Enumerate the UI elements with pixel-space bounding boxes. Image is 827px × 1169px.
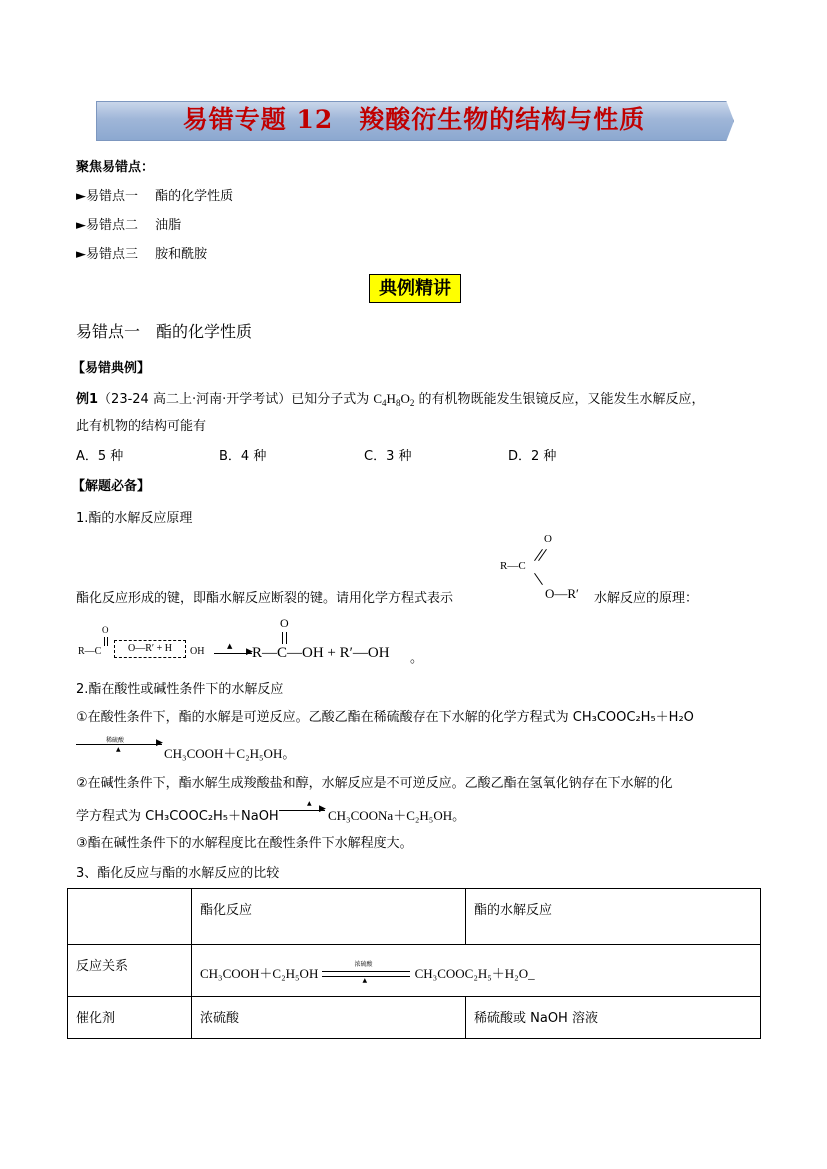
eq-left-double-bond [104, 637, 105, 646]
eq-right: R—C—OH + R′—OH [252, 645, 390, 661]
struct-o-r: O—R′ [545, 586, 579, 601]
struct-oxygen-top: O [544, 533, 552, 545]
formula: $C_4H_8O_2$ [373, 391, 415, 408]
base-product: CH₃COONa＋C₂H₅OH。 [328, 808, 466, 823]
eq-condition: ▲ [227, 642, 233, 650]
eq-end: 。 [410, 651, 424, 666]
option-b: B．4 种 [219, 449, 267, 464]
relation-cell [192, 945, 761, 997]
relation-left: CH₃COOH＋C₂H₅OH [200, 966, 319, 981]
relation-right: CH₃COOC₂H₅＋H₂O_ [414, 966, 535, 981]
reversible-arrow [322, 960, 410, 984]
focus-item: ►易错点二 油脂 [76, 218, 182, 233]
table-row-label: 催化剂 [68, 997, 192, 1039]
option-a: A．5 种 [76, 449, 124, 464]
solution-label: 【解题必备】 [72, 479, 151, 494]
table-cell: 浓硫酸 [192, 997, 466, 1039]
eq-arrow-head: ▶ [246, 647, 253, 657]
table-header-cell: 酯的水解反应 [466, 889, 761, 945]
table-row [68, 997, 761, 1039]
focus-item: ►易错点一 酯的化学性质 [76, 189, 234, 204]
point1-text: 酯化反应形成的键，即酯水解反应断裂的键。请用化学方程式表示 [76, 591, 454, 606]
relation-condition-bottom: ▲ [362, 976, 368, 984]
table-row [68, 945, 761, 997]
question-line-2: 此有机物的结构可能有 [76, 419, 207, 434]
acid-arrow-head: ▶ [156, 738, 163, 748]
acid-hydrolysis-line: ①在酸性条件下，酯的水解是可逆反应。乙酸乙酯在稀硫酸存在下水解的化学方程式为 CH₃COOC₂H₅＋H₂O [76, 710, 694, 725]
eq-right-double-bond [286, 632, 287, 644]
question-prefix: 例1 [76, 392, 99, 407]
struct-single-bond [534, 573, 543, 585]
base-condition: ▲ [307, 800, 312, 807]
eq-left-oh: OH [190, 646, 205, 657]
eq-right-double-bond [282, 632, 283, 644]
base-hydrolysis-line-2-pre: 学方程式为 CH₃COOC₂H₅＋NaOH [76, 809, 279, 824]
question-text-after: 的有机物既能发生银镜反应，又能发生水解反应， [414, 392, 705, 407]
table-row-label: 反应关系 [68, 945, 192, 997]
point1-heading: 1.酯的水解反应原理 [76, 511, 193, 526]
eq-dashed-group: O—R′ + H [114, 640, 186, 658]
question-source: （23-24 高二上·河南·开学考试） [98, 392, 292, 407]
table-row [68, 889, 761, 945]
acid-condition-bottom: ▲ [116, 746, 121, 753]
page-title: 易错专题 12 羧酸衍生物的结构与性质 [182, 105, 646, 134]
example-badge: 典例精讲 [369, 274, 461, 303]
base-hydrolysis-line-1: ②在碱性条件下，酯水解生成羧酸盐和醇，水解反应是不可逆反应。乙酸乙酯在氢氧化钠存在下水解的化 [76, 776, 673, 791]
eq-right-o: O [280, 616, 289, 630]
acid-arrow-line [76, 744, 162, 745]
point1-text-end: 水解反应的原理： [594, 591, 699, 606]
option-d: D．2 种 [508, 449, 557, 464]
eq-left-o: O [102, 625, 109, 635]
relation-condition-top: 浓硫酸 [354, 960, 373, 968]
degree-line: ③酯在碱性条件下的水解程度比在酸性条件下水解程度大。 [76, 836, 413, 851]
focus-heading: 聚焦易错点： [76, 160, 155, 175]
table-cell [68, 889, 192, 945]
option-c: C．3 种 [364, 449, 412, 464]
table-header-cell: 酯化反应 [192, 889, 466, 945]
base-arrow-head: ▶ [319, 804, 326, 814]
eq-left-double-bond [107, 637, 108, 646]
section-heading: 易错点一 酯的化学性质 [76, 322, 253, 341]
question-line-1 [76, 388, 704, 407]
eq-left-r: R—C [78, 646, 102, 657]
struct-r-c: R—C [500, 560, 526, 572]
focus-item: ►易错点三 胺和酰胺 [76, 247, 208, 262]
typical-example-label: 【易错典例】 [72, 361, 151, 376]
point2-heading: 2.酯在酸性或碱性条件下的水解反应 [76, 682, 284, 697]
point3-heading: 3、酯化反应与酯的水解反应的比较 [76, 866, 280, 881]
comparison-table [67, 888, 761, 1039]
acid-condition-top: 稀硫酸 [106, 737, 125, 744]
forward-arrow-line [322, 971, 410, 972]
table-cell: 稀硫酸或 NaOH 溶液 [466, 997, 761, 1039]
question-text-before: 已知分子式为 [291, 392, 374, 407]
acid-product: CH₃COOH＋C₂H₅OH。 [164, 746, 296, 761]
